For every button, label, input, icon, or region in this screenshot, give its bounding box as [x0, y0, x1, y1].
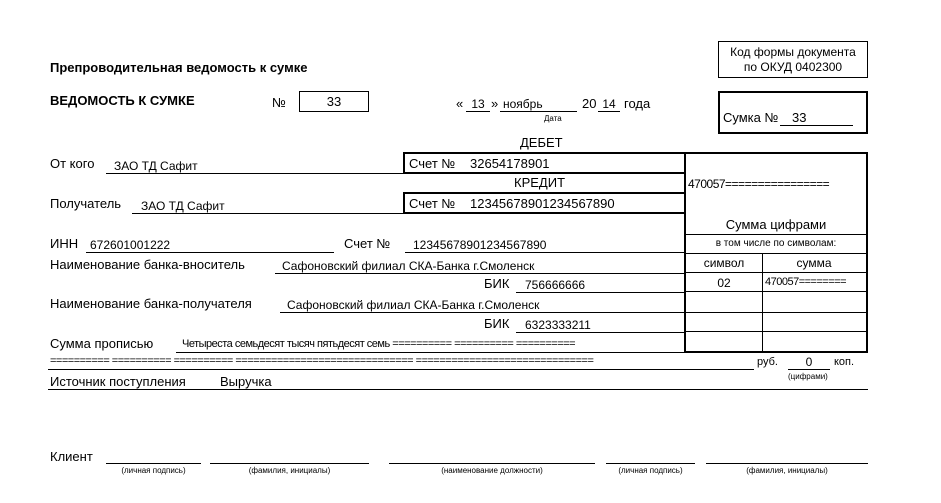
date-year[interactable]: 14: [602, 97, 616, 111]
symbol-column-divider: [762, 253, 763, 351]
words-line: [176, 352, 685, 353]
heading: ВЕДОМОСТЬ К СУМКЕ: [50, 93, 195, 108]
words-label: Сумма прописью: [50, 336, 154, 351]
credit-label: КРЕДИТ: [514, 175, 566, 190]
date-month-line: [500, 111, 577, 112]
kop-value[interactable]: 0: [805, 355, 813, 369]
sig-line-5: [706, 463, 868, 464]
sig-caption-name-1: (фамилия, инициалы): [248, 466, 331, 475]
date-caption: Дата: [544, 114, 562, 123]
from-line: [106, 173, 404, 174]
sig-caption-position: (наименование должности): [441, 466, 543, 475]
bag-box: [718, 91, 868, 134]
date-year-word: года: [624, 96, 651, 111]
bik2-label: БИК: [484, 316, 510, 331]
recipient-bank-line: [280, 312, 685, 313]
bik1-line: [516, 292, 685, 293]
sig-line-1: [106, 463, 201, 464]
date-open-quote: «: [456, 96, 464, 111]
debit-account-value[interactable]: 32654178901: [470, 156, 550, 171]
debit-account-label: Счет №: [409, 156, 456, 171]
sig-caption-name-2: (фамилия, инициалы): [746, 466, 828, 475]
bag-number-line: [780, 125, 853, 126]
debit-account-box: [403, 152, 686, 174]
date-close-quote: »: [491, 96, 499, 111]
recipient-line: [132, 213, 404, 214]
inn-account-value[interactable]: 12345678901234567890: [413, 238, 547, 252]
document-title: Препроводительная ведомость к сумке: [50, 60, 308, 75]
date-year-prefix: 20: [582, 96, 597, 111]
recipient-value[interactable]: ЗАО ТД Сафит: [141, 199, 225, 213]
row-divider-2: [686, 312, 866, 313]
sig-line-2: [210, 463, 369, 464]
inn-value[interactable]: 672601001222: [90, 238, 171, 252]
recipient-bank-value[interactable]: Сафоновский филиал СКА-Банка г.Смоленск: [287, 298, 540, 312]
client-label: Клиент: [50, 449, 93, 464]
from-label: От кого: [50, 156, 95, 171]
credit-account-box: [403, 192, 686, 214]
symbols-divider: [686, 253, 866, 254]
source-label: Источник поступления: [50, 374, 186, 389]
words-line2-rule: [48, 369, 754, 370]
symbol-sum[interactable]: 470057========: [765, 276, 847, 288]
words-line2[interactable]: ========== ========== ========== ============================== ==============================: [50, 355, 594, 367]
symbol-header: символ: [703, 256, 745, 270]
kop-label: коп.: [834, 356, 855, 368]
okud-box: [718, 41, 868, 78]
header-divider: [686, 272, 866, 273]
okud-line2: по ОКУД 0402300: [743, 60, 843, 74]
sum-header: сумма: [796, 256, 832, 270]
date-year-line: [598, 111, 620, 112]
bik2-value[interactable]: 6323333211: [525, 318, 591, 332]
kop-line: [788, 369, 830, 370]
sender-bank-label: Наименование банка-вноситель: [50, 257, 245, 272]
rub-label: руб.: [757, 356, 778, 368]
date-day[interactable]: 13: [471, 97, 485, 111]
row-divider-3: [686, 331, 866, 332]
row-divider-1: [686, 291, 866, 292]
sig-line-3: [389, 463, 595, 464]
kop-caption: (цифрами): [788, 372, 828, 381]
symbols-caption: в том числе по символам:: [715, 238, 837, 249]
credit-account-value[interactable]: 12345678901234567890: [470, 196, 615, 211]
bik1-value[interactable]: 756666666: [525, 278, 586, 292]
inn-account-label: Счет №: [344, 236, 391, 251]
words-value[interactable]: Четыреста семьдесят тысяч пятьдесят семь ========== ========== ==========: [182, 338, 576, 350]
bik1-label: БИК: [484, 276, 510, 291]
recipient-label: Получатель: [50, 196, 122, 211]
bag-number[interactable]: 33: [792, 110, 807, 125]
amount-digits[interactable]: 470057================: [688, 177, 830, 191]
symbol-code[interactable]: 02: [717, 276, 731, 290]
inn-account-line: [405, 252, 685, 253]
amount-table: [684, 152, 868, 353]
amount-divider: [686, 234, 866, 235]
sig-caption-personal-1: (личная подпись): [121, 466, 186, 475]
credit-account-label: Счет №: [409, 196, 456, 211]
source-line: [48, 389, 868, 390]
number-field[interactable]: 33: [299, 91, 369, 112]
bik2-line: [516, 332, 685, 333]
source-value[interactable]: Выручка: [220, 374, 272, 389]
sig-caption-personal-2: (личная подпись): [618, 466, 683, 475]
bag-label: Сумка №: [723, 110, 779, 125]
date-day-line: [466, 111, 490, 112]
sender-bank-line: [275, 273, 685, 274]
number-sign: №: [272, 95, 286, 110]
okud-line1: Код формы документа: [730, 45, 856, 59]
debit-label: ДЕБЕТ: [520, 135, 563, 150]
from-value[interactable]: ЗАО ТД Сафит: [114, 159, 198, 173]
recipient-bank-label: Наименование банка-получателя: [50, 296, 252, 311]
sender-bank-value[interactable]: Сафоновский филиал СКА-Банка г.Смоленск: [282, 259, 535, 273]
inn-label: ИНН: [50, 236, 79, 251]
amount-digits-caption: Сумма цифрами: [725, 217, 827, 232]
date-month[interactable]: ноябрь: [503, 97, 543, 111]
sig-line-4: [606, 463, 695, 464]
inn-line: [86, 252, 334, 253]
